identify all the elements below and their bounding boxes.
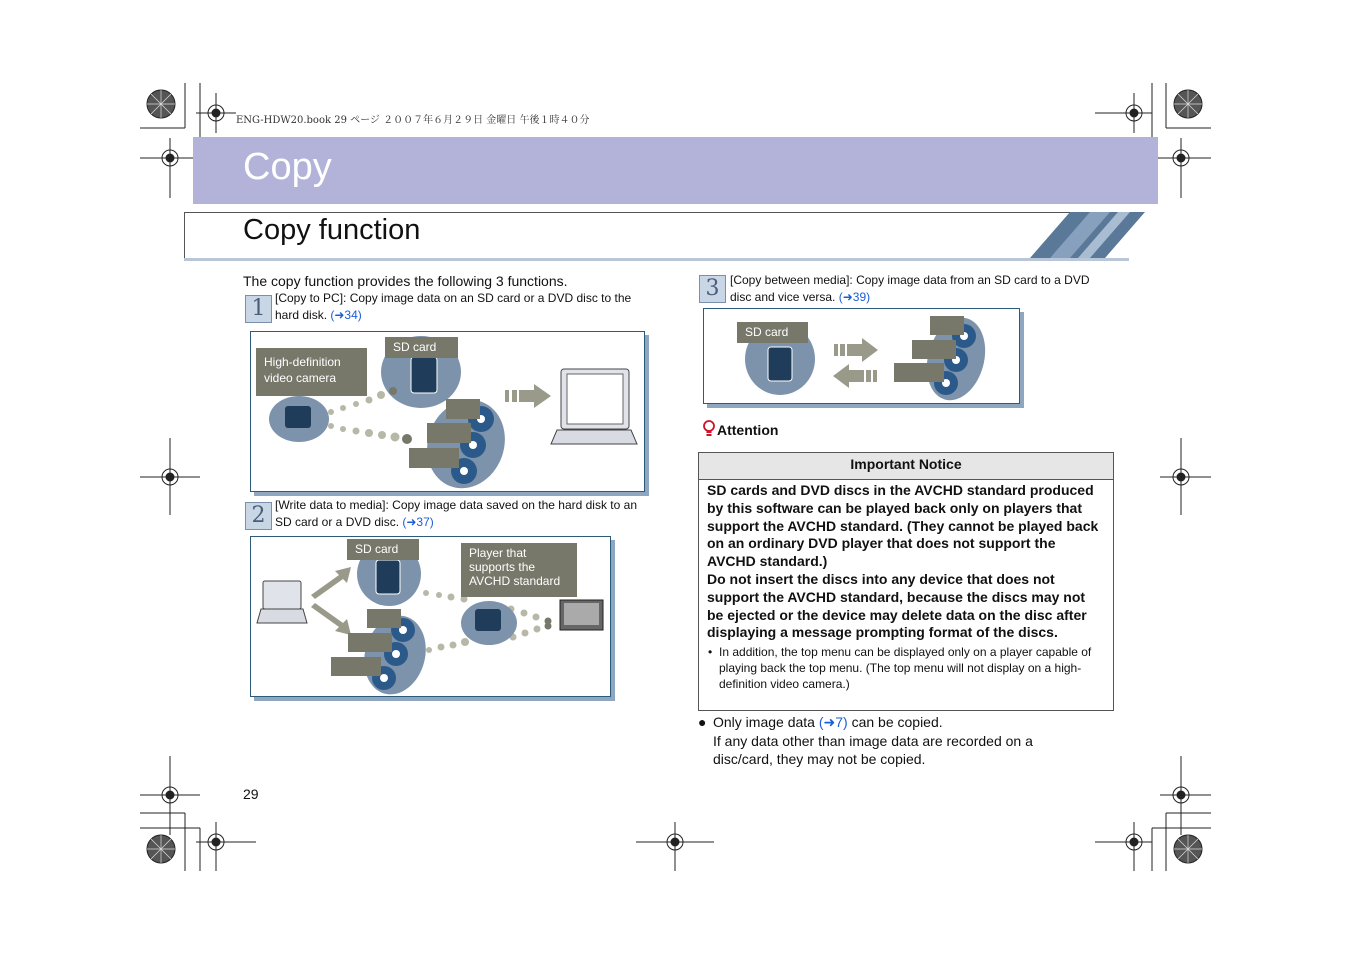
- step-2-text: [275, 497, 655, 531]
- camera-label: High-definition video camera: [256, 348, 367, 396]
- notice-paragraph-2: Do not insert the discs into any device that does not support the AVCHD standard, because the discs may not be ejected or the device may delete data on the disc after displaying a message prompting format of the discs.: [707, 570, 1087, 641]
- lightbulb-icon: [703, 420, 715, 438]
- note-line-2: If any data other than image data are recorded on a disc/card, they may not be copied.: [713, 732, 1033, 767]
- step-2-number: 2: [245, 502, 272, 530]
- sd-card-icon: [411, 357, 437, 393]
- step-1-text: [275, 290, 655, 324]
- notice-bullet: • In addition, the top menu can be displayed only on a player capable of playing back the top menu. (The top menu will not display on a high-definition video camera.): [699, 642, 1113, 692]
- note-text-1: Only image data: [713, 714, 819, 730]
- step-1-description: [Copy to PC]: Copy image data on an SD card or a DVD disc to the hard disk.: [275, 291, 632, 322]
- camera-icon: [285, 406, 311, 428]
- section-title: Copy function: [243, 214, 421, 246]
- bullet-dot-icon: ●: [698, 714, 707, 730]
- sd-card-icon: [376, 560, 400, 594]
- step-3-link[interactable]: (➜39): [838, 290, 871, 304]
- diagram-copy-to-pc: [250, 331, 645, 492]
- camera-icon: [475, 609, 501, 631]
- page-title: Copy: [243, 146, 332, 188]
- notice-heading: Important Notice: [699, 453, 1113, 480]
- step-3-text: [730, 272, 1110, 306]
- laptop-icon: [263, 581, 301, 609]
- diagram-copy-between-media: [703, 308, 1020, 404]
- sd-card-label: SD card: [737, 322, 808, 343]
- note-link[interactable]: (➜7): [818, 714, 848, 730]
- step-2-link[interactable]: (➜37): [402, 515, 434, 529]
- step-1-link[interactable]: (➜34): [330, 308, 362, 322]
- player-label: Player that supports the AVCHD standard: [461, 543, 577, 597]
- sd-card-label: SD card: [385, 337, 458, 358]
- subtitle-underline: [184, 258, 1129, 261]
- sd-card-label: SD card: [347, 539, 419, 560]
- important-notice-box: [698, 452, 1114, 711]
- note-text-2: can be copied.: [847, 714, 943, 730]
- attention-label: Attention: [717, 422, 779, 438]
- step-3-number: 3: [699, 275, 726, 303]
- sd-card-icon: [768, 347, 792, 381]
- attention-heading: [703, 420, 778, 438]
- page-number: 29: [243, 786, 259, 802]
- step-3-description: [Copy between media]: Copy image data from an SD card to a DVD disc and vice versa.: [730, 273, 1090, 304]
- step-2-description: [Write data to media]: Copy image data saved on the hard disk to an SD card or a DVD disc.: [275, 498, 637, 529]
- subtitle-stripes-decoration: [1020, 211, 1145, 261]
- diagram-write-to-media: [250, 536, 611, 697]
- notice-paragraph-1: SD cards and DVD discs in the AVCHD standard produced by this software can be played back only on players that support the AVCHD standard. (They cannot be played back on an ordinary DVD player that does not support the AVCHD standard.): [707, 482, 1099, 570]
- image-data-note: [698, 713, 1118, 769]
- title-band: [193, 137, 1158, 204]
- print-header-line: ENG-HDW20.book 29 ページ ２００７年６月２９日 金曜日 午後１時４０分: [236, 115, 590, 126]
- step-1-number: 1: [245, 295, 272, 323]
- intro-text: The copy function provides the following 3 functions.: [243, 273, 568, 289]
